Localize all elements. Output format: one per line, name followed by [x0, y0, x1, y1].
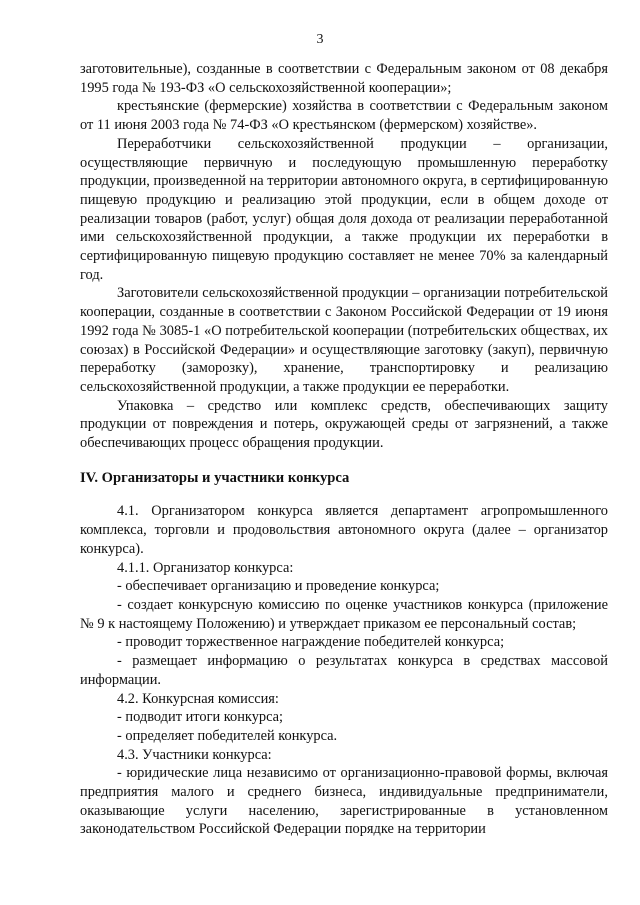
paragraph: Заготовители сельскохозяйственной продукции – организации потребительской кооперации, созданные в соответствии с Законом Российской Федерации от 19 июня 1992 года № 3085-1 «О потребительской кооперации (потребительских обществах, их союзах) в Российской Федерации» и осуществляющие заготовку (закуп), первичную переработку (заморозку), хранение, транспортировку и реализацию сельскохозяйственной продукции, а также продукции ее переработки.: [80, 285, 608, 395]
paragraph: Упаковка – средство или комплекс средств, обеспечивающих защиту продукции от повреждения и потерь, окружающей среды от загрязнений, а также обеспечивающих процесс обращения продукции.: [80, 397, 608, 452]
paragraph: - создает конкурсную комиссию по оценке участников конкурса (приложение № 9 к настоящему Положению) и утверждает приказом ее персональный состав;: [80, 596, 608, 632]
paragraph: заготовительные), созданные в соответствии с Федеральным законом от 08 декабря 1995 года № 193-ФЗ «О сельскохозяйственной кооперации»;: [80, 61, 608, 96]
paragraph: - размещает информацию о результатах конкурса в средствах массовой информации.: [80, 653, 608, 688]
paragraph: 4.1.1. Организатор конкурса:: [117, 559, 294, 576]
paragraph: 4.3. Участники конкурса:: [117, 746, 272, 763]
bottom-paragraphs: [80, 502, 608, 839]
page-number: 3: [316, 32, 324, 47]
paragraph: Переработчики сельскохозяйственной продукции – организации, осуществляющие первичную и последующую промышленную переработку продукции, произведенной на территории автономного округа, в сертифицированную пищевую продукцию и реализацию этой продукции, если в общем доходе от реализации товаров (работ, услуг) общая доля дохода от реализации переработанной ими сельскохозяйственной продукции, а также продукции их переработки в сертифицированную пищевую продукцию составляет не менее 70% за календарный год.: [80, 135, 608, 283]
paragraph: - юридические лица независимо от организационно-правовой формы, включая предприятия малого и среднего бизнеса, индивидуальные предприниматели, оказывающие услуги населению, зарегистрированные в установленном законодательством Российской Федерации порядке на территории: [80, 765, 608, 838]
paragraph: - проводит торжественное награждение победителей конкурса;: [117, 634, 505, 651]
paragraph: 4.2. Конкурсная комиссия:: [117, 690, 279, 707]
paragraph: - определяет победителей конкурса.: [117, 727, 338, 744]
document-body: [80, 60, 608, 839]
paragraph: 4.1. Организатором конкурса является департамент агропромышленного комплекса, торговли и продовольствия автономного округа (далее – организатор конкурса).: [80, 503, 608, 557]
section-heading: IV. Организаторы и участники конкурса: [80, 469, 350, 486]
top-paragraphs: [80, 60, 608, 453]
paragraph: - подводит итоги конкурса;: [117, 709, 284, 726]
paragraph: - обеспечивает организацию и проведение конкурса;: [117, 578, 440, 595]
paragraph: крестьянские (фермерские) хозяйства в соответствии с Федеральным законом от 11 июня 2003 года № 74-ФЗ «О крестьянском (фермерском) хозяйстве».: [80, 98, 608, 134]
